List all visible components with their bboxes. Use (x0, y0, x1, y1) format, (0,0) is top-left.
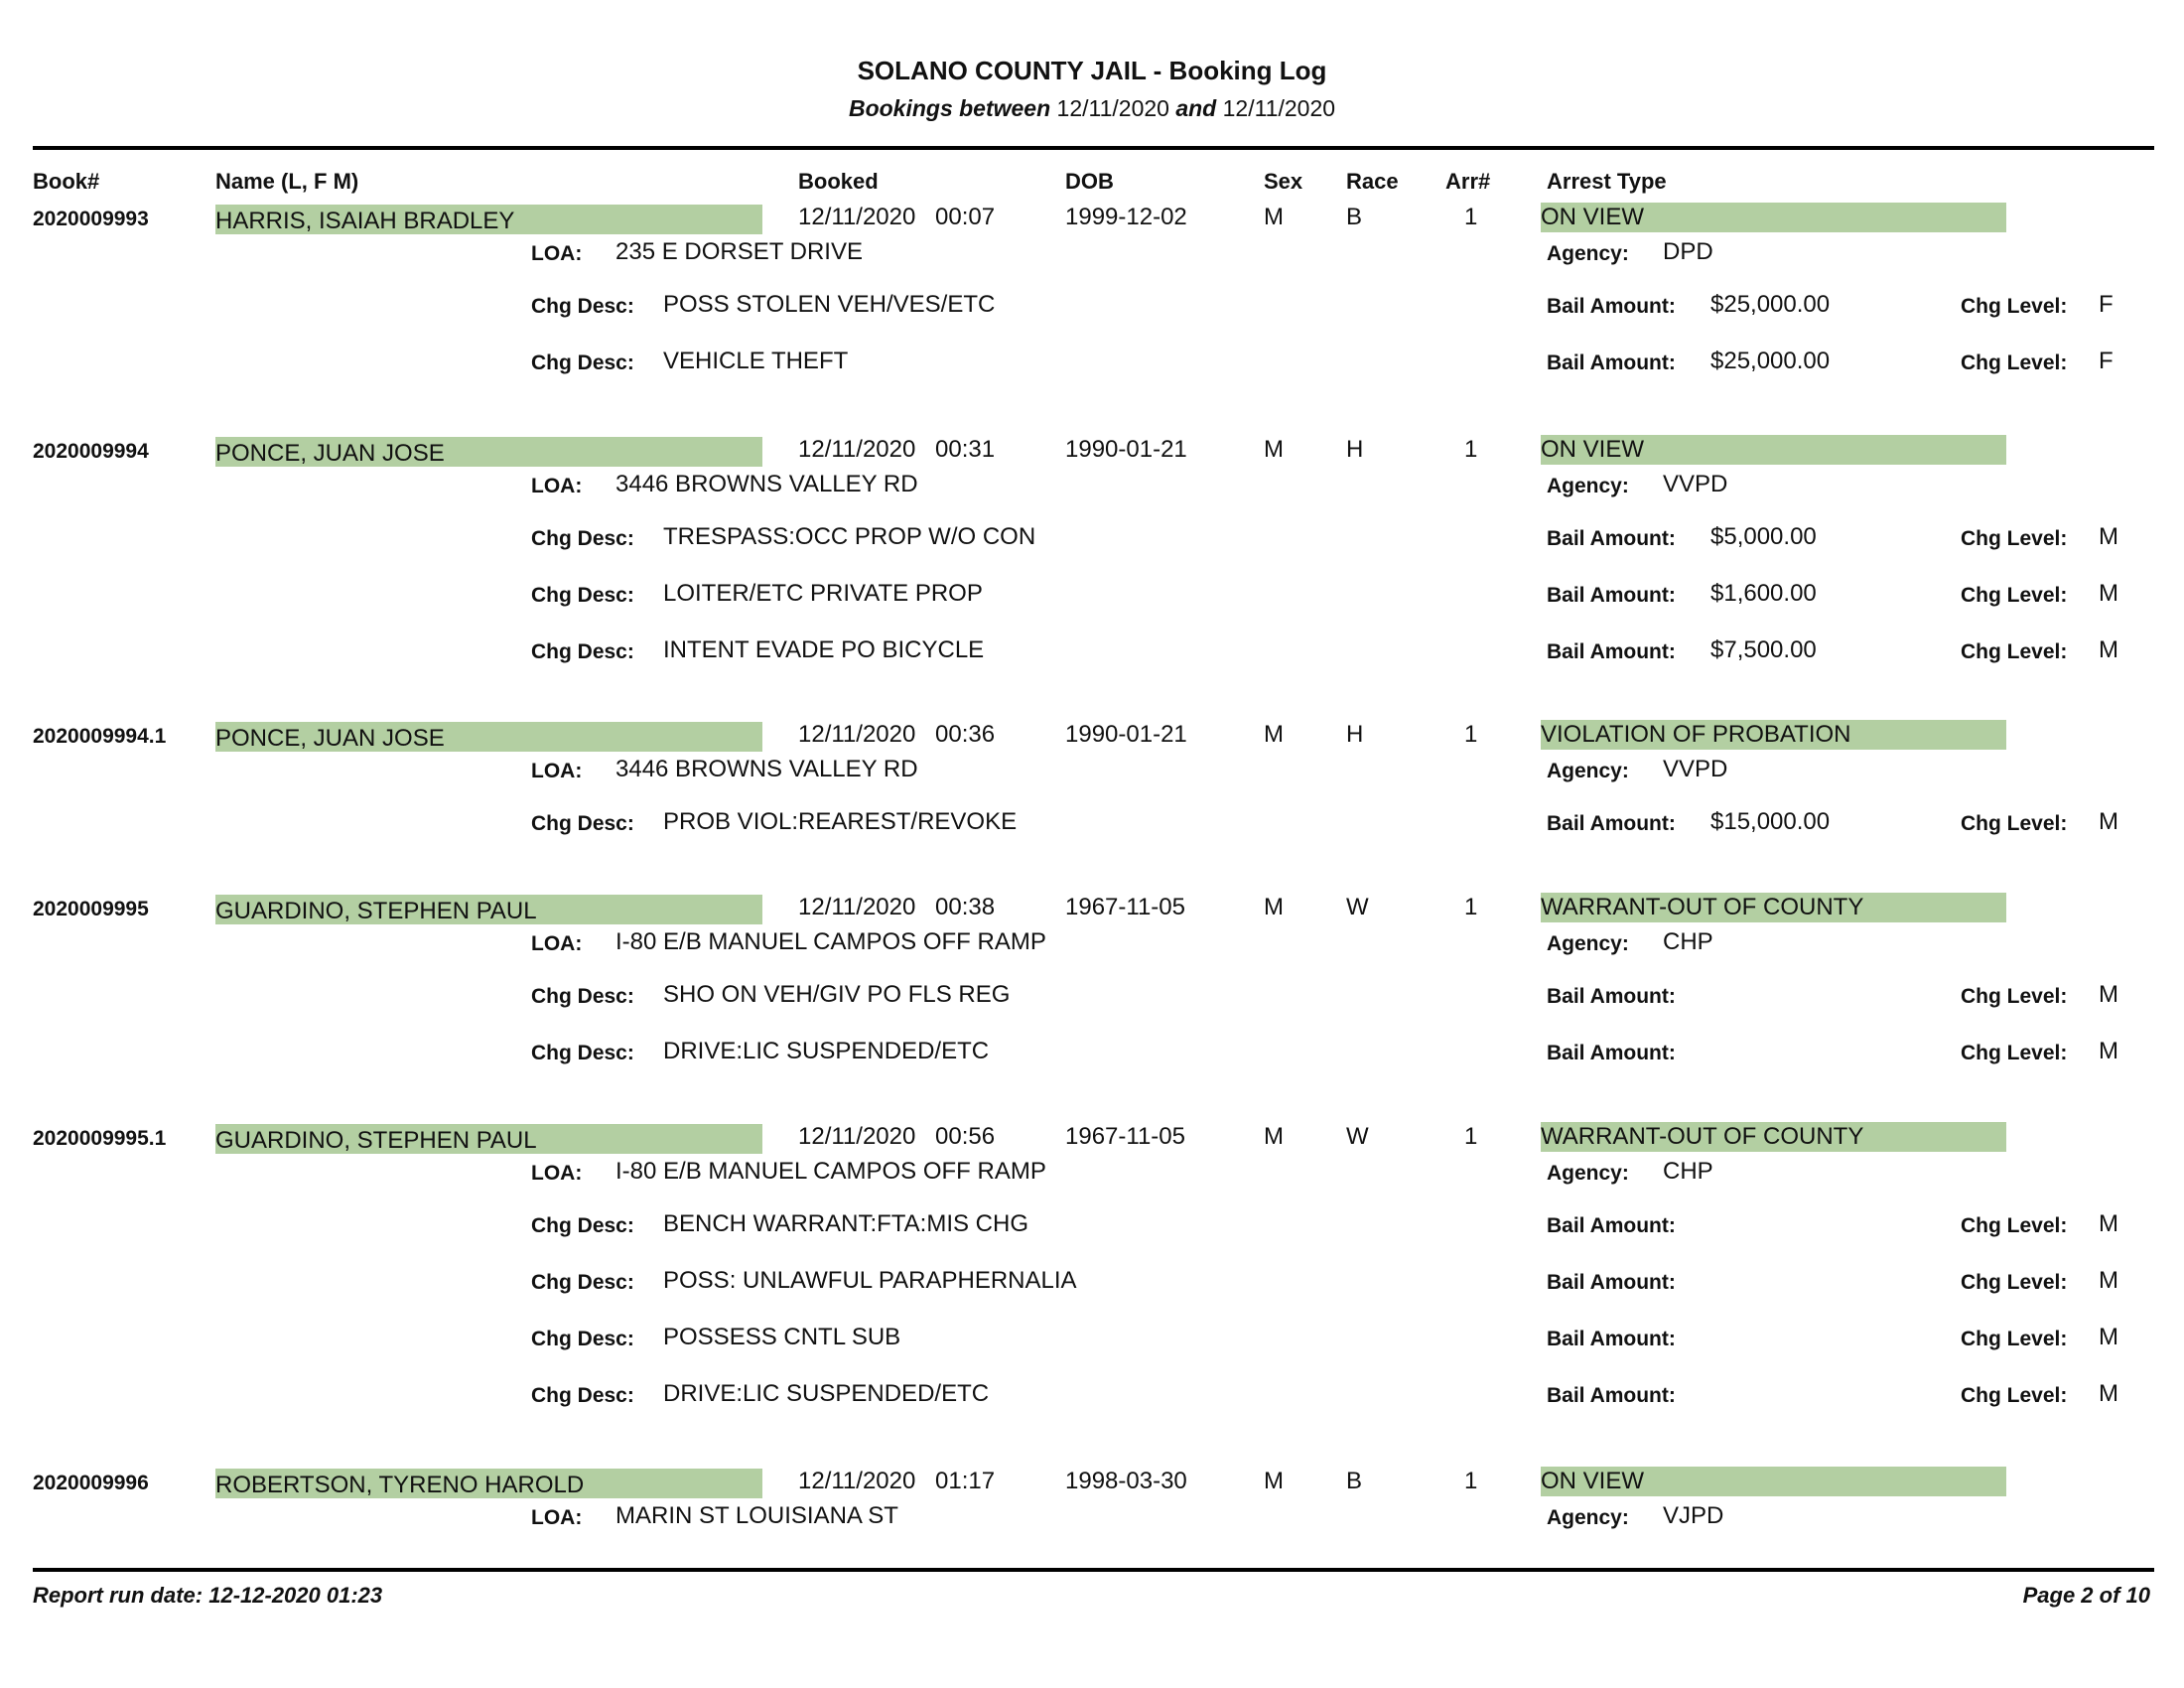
loa-value: I-80 E/B MANUEL CAMPOS OFF RAMP (615, 1158, 1046, 1185)
sex: M (1264, 436, 1284, 463)
loa-label: LOA: (531, 932, 583, 955)
race: B (1346, 204, 1363, 230)
booked-date: 12/11/2020 (798, 1123, 916, 1150)
booked-date: 12/11/2020 (798, 894, 916, 920)
dob: 1998-03-30 (1065, 1468, 1187, 1494)
bail-amount-label: Bail Amount: (1547, 1384, 1676, 1407)
arrest-number: 1 (1464, 1123, 1478, 1150)
inmate-name: PONCE, JUAN JOSE (215, 722, 762, 752)
charge-description: VEHICLE THEFT (663, 348, 849, 374)
chg-desc-label: Chg Desc: (531, 527, 634, 550)
race: B (1346, 1468, 1363, 1494)
charge-level: M (2099, 1038, 2118, 1064)
bail-amount-label: Bail Amount: (1547, 1214, 1676, 1237)
charge-description: BENCH WARRANT:FTA:MIS CHG (663, 1210, 1029, 1237)
charge-level: M (2099, 1210, 2118, 1237)
bail-amount: $15,000.00 (1710, 808, 1831, 835)
arrest-type: ON VIEW (1541, 435, 2006, 465)
bail-amount-label: Bail Amount: (1547, 985, 1676, 1008)
book-number: 2020009993 (33, 208, 149, 230)
chg-level-label: Chg Level: (1961, 1042, 2068, 1064)
col-header-sex: Sex (1264, 169, 1303, 194)
race: H (1346, 436, 1364, 463)
booked-date: 12/11/2020 (798, 436, 916, 463)
chg-level-label: Chg Level: (1961, 985, 2068, 1008)
loa-label: LOA: (531, 242, 583, 265)
charge-level: M (2099, 1380, 2118, 1407)
agency-label: Agency: (1547, 932, 1629, 955)
sex: M (1264, 721, 1284, 748)
dob: 1967-11-05 (1065, 1123, 1185, 1150)
chg-level-label: Chg Level: (1961, 295, 2068, 318)
chg-level-label: Chg Level: (1961, 640, 2068, 663)
sex: M (1264, 894, 1284, 920)
booked-time: 00:07 (935, 204, 996, 230)
charge-description: SHO ON VEH/GIV PO FLS REG (663, 981, 1011, 1008)
arrest-type: VIOLATION OF PROBATION (1541, 720, 2006, 750)
booked-time: 00:38 (935, 894, 996, 920)
col-header-arrest-type: Arrest Type (1547, 169, 1667, 194)
charge-description: LOITER/ETC PRIVATE PROP (663, 580, 983, 607)
agency-value: VJPD (1663, 1502, 1724, 1529)
arrest-number: 1 (1464, 721, 1478, 748)
book-number: 2020009995.1 (33, 1127, 167, 1150)
agency-label: Agency: (1547, 475, 1629, 497)
col-header-race: Race (1346, 169, 1399, 194)
footer-rule (33, 1568, 2154, 1572)
charge-level: F (2099, 291, 2114, 318)
bail-amount-label: Bail Amount: (1547, 295, 1676, 318)
col-header-booked: Booked (798, 169, 879, 194)
booked-date: 12/11/2020 (798, 1468, 916, 1494)
charge-description: POSS STOLEN VEH/VES/ETC (663, 291, 996, 318)
bail-amount: $5,000.00 (1710, 523, 1817, 550)
charge-description: TRESPASS:OCC PROP W/O CON (663, 523, 1036, 550)
inmate-name: HARRIS, ISAIAH BRADLEY (215, 205, 762, 234)
agency-value: VVPD (1663, 471, 1728, 497)
chg-desc-label: Chg Desc: (531, 812, 634, 835)
book-number: 2020009994.1 (33, 725, 167, 748)
agency-value: VVPD (1663, 756, 1728, 782)
dob: 1967-11-05 (1065, 894, 1185, 920)
bail-amount-label: Bail Amount: (1547, 352, 1676, 374)
header-rule (33, 146, 2154, 150)
col-header-name: Name (L, F M) (215, 169, 359, 194)
bail-amount-label: Bail Amount: (1547, 1328, 1676, 1350)
col-header-dob: DOB (1065, 169, 1114, 194)
chg-level-label: Chg Level: (1961, 1271, 2068, 1294)
agency-label: Agency: (1547, 242, 1629, 265)
arrest-type: ON VIEW (1541, 1467, 2006, 1496)
charge-description: INTENT EVADE PO BICYCLE (663, 636, 985, 663)
charge-level: F (2099, 348, 2114, 374)
chg-desc-label: Chg Desc: (531, 584, 634, 607)
charge-level: M (2099, 808, 2118, 835)
arrest-number: 1 (1464, 1468, 1478, 1494)
book-number: 2020009994 (33, 440, 149, 463)
arrest-type: WARRANT-OUT OF COUNTY (1541, 893, 2006, 922)
inmate-name: GUARDINO, STEPHEN PAUL (215, 1124, 762, 1154)
book-number: 2020009995 (33, 898, 149, 920)
report-subtitle (0, 95, 2184, 122)
charge-level: M (2099, 1324, 2118, 1350)
agency-value: CHP (1663, 1158, 1713, 1185)
col-header-book: Book# (33, 169, 100, 194)
arrest-number: 1 (1464, 204, 1478, 230)
bail-amount: $25,000.00 (1710, 291, 1831, 318)
chg-desc-label: Chg Desc: (531, 352, 634, 374)
sex: M (1264, 204, 1284, 230)
loa-value: 3446 BROWNS VALLEY RD (615, 471, 918, 497)
loa-label: LOA: (531, 1162, 583, 1185)
race: H (1346, 721, 1364, 748)
booked-time: 00:31 (935, 436, 996, 463)
booked-time: 01:17 (935, 1468, 996, 1494)
dob: 1999-12-02 (1065, 204, 1187, 230)
chg-desc-label: Chg Desc: (531, 1214, 634, 1237)
booked-time: 00:36 (935, 721, 996, 748)
charge-description: PROB VIOL:REAREST/REVOKE (663, 808, 1018, 835)
agency-label: Agency: (1547, 1162, 1629, 1185)
agency-label: Agency: (1547, 760, 1629, 782)
start-date: 12/11/2020 (1056, 95, 1169, 121)
charge-description: POSS: UNLAWFUL PARAPHERNALIA (663, 1267, 1077, 1294)
chg-desc-label: Chg Desc: (531, 640, 634, 663)
arrest-number: 1 (1464, 894, 1478, 920)
chg-desc-label: Chg Desc: (531, 295, 634, 318)
loa-value: 3446 BROWNS VALLEY RD (615, 756, 918, 782)
loa-label: LOA: (531, 1506, 583, 1529)
agency-label: Agency: (1547, 1506, 1629, 1529)
bail-amount-label: Bail Amount: (1547, 584, 1676, 607)
chg-desc-label: Chg Desc: (531, 1042, 634, 1064)
dob: 1990-01-21 (1065, 436, 1187, 463)
charge-level: M (2099, 1267, 2118, 1294)
report-run-date: Report run date: 12-12-2020 01:23 (33, 1583, 383, 1608)
race: W (1346, 1123, 1369, 1150)
col-header-arr: Arr# (1445, 169, 1491, 194)
loa-label: LOA: (531, 760, 583, 782)
chg-level-label: Chg Level: (1961, 584, 2068, 607)
chg-desc-label: Chg Desc: (531, 1384, 634, 1407)
bail-amount: $7,500.00 (1710, 636, 1817, 663)
booked-date: 12/11/2020 (798, 204, 916, 230)
arrest-type: WARRANT-OUT OF COUNTY (1541, 1122, 2006, 1152)
bail-amount-label: Bail Amount: (1547, 812, 1676, 835)
sex: M (1264, 1468, 1284, 1494)
chg-level-label: Chg Level: (1961, 1328, 2068, 1350)
bail-amount-label: Bail Amount: (1547, 640, 1676, 663)
booked-date: 12/11/2020 (798, 721, 916, 748)
subtitle-prefix: Bookings between (848, 95, 1051, 121)
loa-value: MARIN ST LOUISIANA ST (615, 1502, 898, 1529)
chg-level-label: Chg Level: (1961, 352, 2068, 374)
subtitle-and: and (1175, 95, 1217, 121)
charge-description: DRIVE:LIC SUSPENDED/ETC (663, 1380, 990, 1407)
bail-amount-label: Bail Amount: (1547, 1042, 1676, 1064)
bail-amount-label: Bail Amount: (1547, 1271, 1676, 1294)
booked-time: 00:56 (935, 1123, 996, 1150)
dob: 1990-01-21 (1065, 721, 1187, 748)
arrest-number: 1 (1464, 436, 1478, 463)
chg-level-label: Chg Level: (1961, 812, 2068, 835)
arrest-type: ON VIEW (1541, 203, 2006, 232)
inmate-name: GUARDINO, STEPHEN PAUL (215, 895, 762, 924)
race: W (1346, 894, 1369, 920)
bail-amount: $1,600.00 (1710, 580, 1817, 607)
agency-value: CHP (1663, 928, 1713, 955)
inmate-name: ROBERTSON, TYRENO HAROLD (215, 1469, 762, 1498)
chg-desc-label: Chg Desc: (531, 985, 634, 1008)
loa-label: LOA: (531, 475, 583, 497)
charge-description: POSSESS CNTL SUB (663, 1324, 901, 1350)
bail-amount: $25,000.00 (1710, 348, 1831, 374)
chg-desc-label: Chg Desc: (531, 1271, 634, 1294)
chg-level-label: Chg Level: (1961, 1384, 2068, 1407)
inmate-name: PONCE, JUAN JOSE (215, 437, 762, 467)
sex: M (1264, 1123, 1284, 1150)
page-number: Page 2 of 10 (2022, 1583, 2150, 1608)
loa-value: 235 E DORSET DRIVE (615, 238, 863, 265)
chg-desc-label: Chg Desc: (531, 1328, 634, 1350)
report-title: SOLANO COUNTY JAIL - Booking Log (857, 56, 1327, 85)
loa-value: I-80 E/B MANUEL CAMPOS OFF RAMP (615, 928, 1046, 955)
bail-amount-label: Bail Amount: (1547, 527, 1676, 550)
agency-value: DPD (1663, 238, 1713, 265)
chg-level-label: Chg Level: (1961, 527, 2068, 550)
chg-level-label: Chg Level: (1961, 1214, 2068, 1237)
end-date: 12/11/2020 (1222, 95, 1336, 121)
charge-level: M (2099, 580, 2118, 607)
charge-description: DRIVE:LIC SUSPENDED/ETC (663, 1038, 990, 1064)
book-number: 2020009996 (33, 1472, 149, 1494)
charge-level: M (2099, 636, 2118, 663)
charge-level: M (2099, 981, 2118, 1008)
charge-level: M (2099, 523, 2118, 550)
